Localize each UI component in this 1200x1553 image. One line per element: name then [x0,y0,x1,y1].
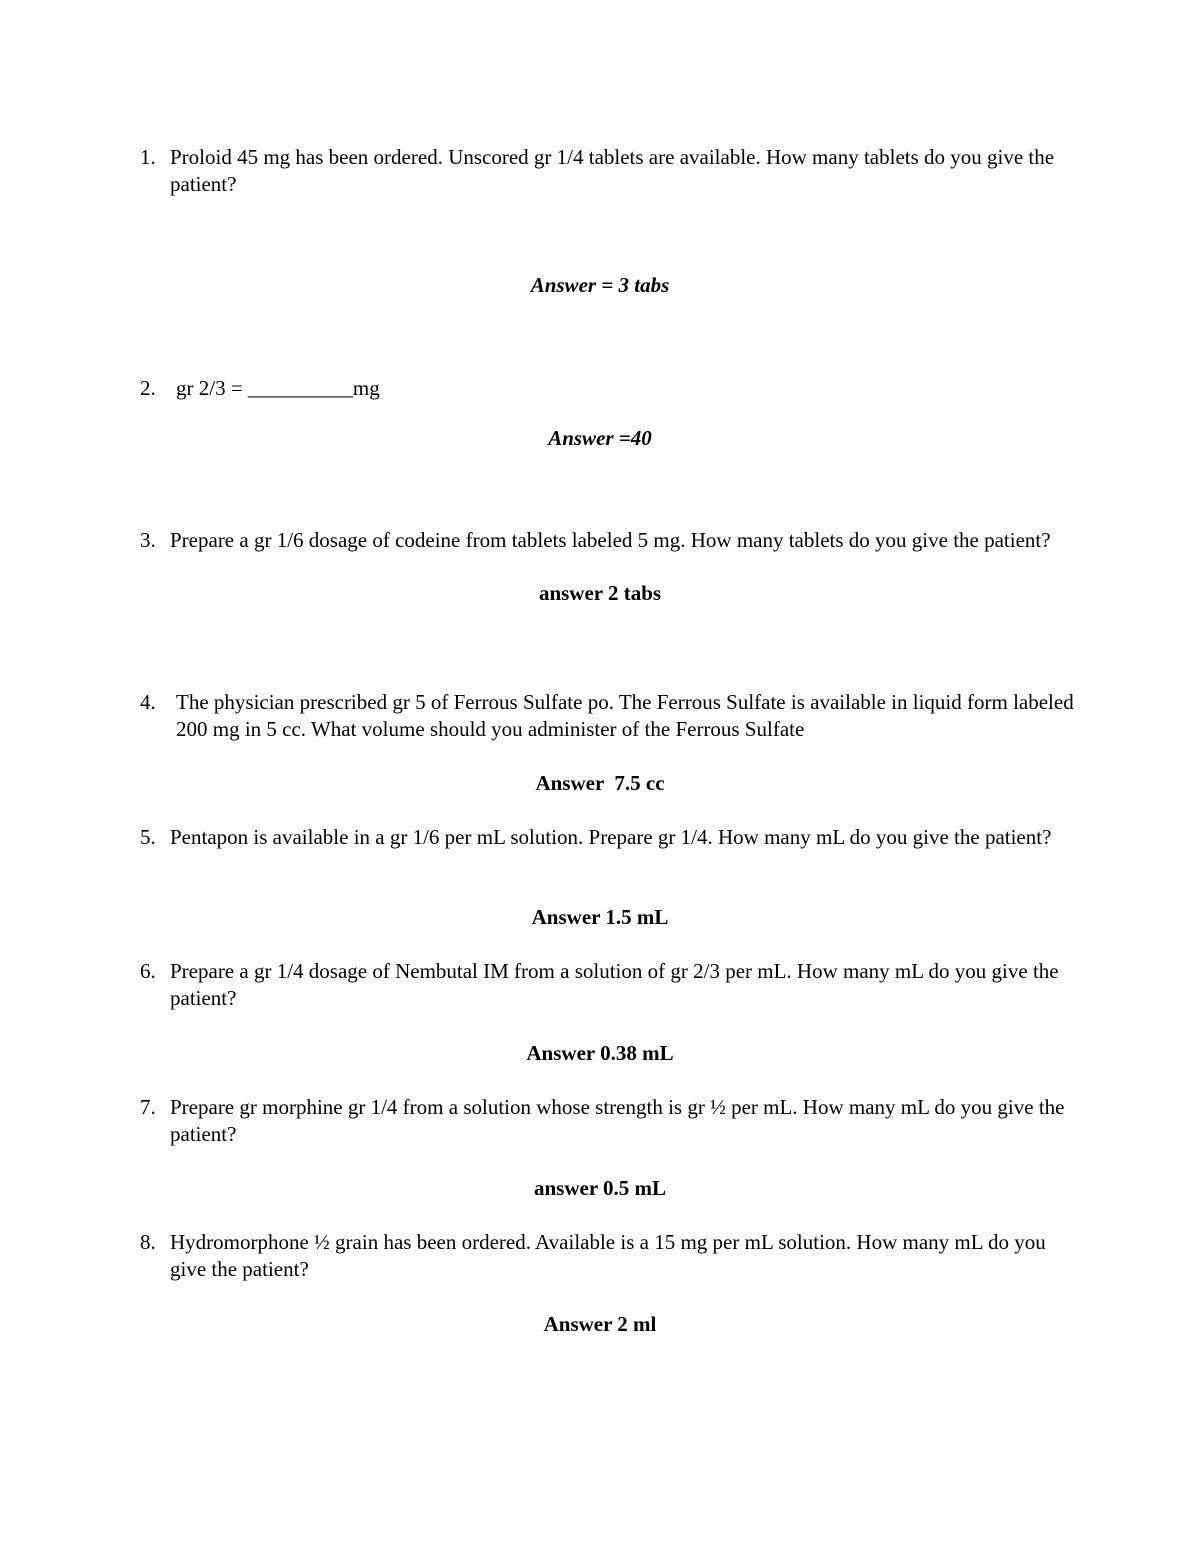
question-6 [140,958,1080,1012]
question-1 [140,144,1080,198]
question-number: 2. [140,376,156,400]
answer-5: Answer 1.5 mL [531,905,669,929]
answer-1: Answer = 3 tabs [530,273,670,297]
question-text: Hydromorphone ½ grain has been ordered. Available is a 15 mg per mL solution. How many mL do you give the patient? [170,1230,1046,1281]
question-number: 7. [140,1095,156,1119]
question-5 [140,824,1080,851]
question-number: 4. [140,690,156,714]
question-text: Pentapon is available in a gr 1/6 per mL solution. Prepare gr 1/4. How many mL do you give the patient? [170,825,1052,849]
question-number: 3. [140,528,156,552]
question-2 [140,375,1080,402]
answer-2: Answer =40 [548,426,652,450]
question-4 [140,689,1080,743]
question-text: Proloid 45 mg has been ordered. Unscored gr 1/4 tablets are available. How many tablets do you give the patient? [170,145,1055,196]
answer-7: answer 0.5 mL [533,1176,667,1200]
question-7 [140,1094,1080,1148]
question-text: gr 2/3 = __________mg [176,376,380,400]
answer-4: Answer 7.5 cc [535,771,665,795]
question-text: Prepare a gr 1/6 dosage of codeine from tablets labeled 5 mg. How many tablets do you give the patient? [170,528,1051,552]
question-text: Prepare a gr 1/4 dosage of Nembutal IM from a solution of gr 2/3 per mL. How many mL do you give the patient? [170,959,1059,1010]
question-number: 6. [140,959,156,983]
answer-6: Answer 0.38 mL [526,1041,674,1065]
answer-8: Answer 2 ml [543,1312,657,1336]
question-8 [140,1229,1080,1283]
question-number: 8. [140,1230,156,1254]
question-number: 5. [140,825,156,849]
question-number: 1. [140,145,156,169]
question-3 [140,527,1080,554]
question-text: The physician prescribed gr 5 of Ferrous Sulfate po. The Ferrous Sulfate is available in liquid form labeled 200 mg in 5 cc. What volume should you administer of the Ferrous Sulfate [176,690,1074,741]
question-text: Prepare gr morphine gr 1/4 from a solution whose strength is gr ½ per mL. How many mL do you give the patient? [170,1095,1065,1146]
answer-3: answer 2 tabs [538,581,662,605]
